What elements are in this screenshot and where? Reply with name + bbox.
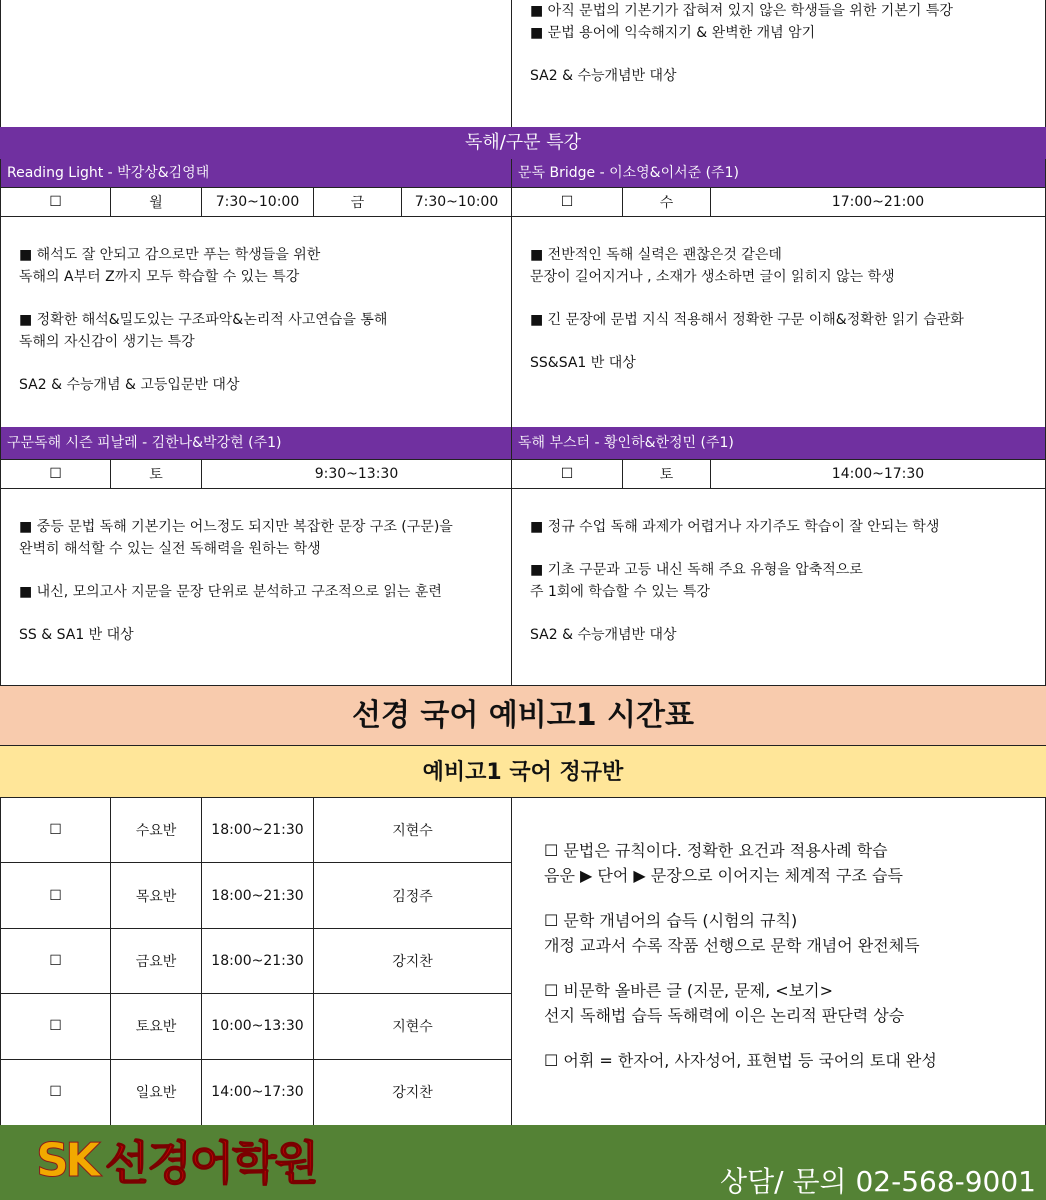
course-schedule-row [512, 459, 1045, 489]
desc-item: ☐ 문학 개념어의 습득 (시험의 규칙) 개정 교과서 수록 작품 선행으로 문학 개념어 완전체득 [544, 911, 920, 955]
course-header: 문독 Bridge - 이소영&이서준 (주1) [512, 159, 1045, 187]
desc-line: ■ 문법 용어에 익숙해지기 & 완벽한 개념 암기 [530, 25, 816, 41]
course-bridge [512, 159, 1046, 427]
time-label: 14:00~17:30 [202, 1060, 314, 1125]
desc-item: ☐ 비문학 올바른 글 (지문, 문제, <보기> 선지 독해법 습득 독해력에 이은 논리적 판단력 상승 [544, 981, 905, 1025]
desc-line: 독해의 자신감이 생기는 특강 [19, 334, 195, 350]
table-row [1, 1060, 511, 1125]
desc-item: ☐ 문법은 규칙이다. 정확한 요건과 적용사례 학습 음운 ▶ 단어 ▶ 문장으로 이어지는 체계적 구조 습득 [544, 841, 903, 885]
target-label: SS&SA1 반 대상 [530, 355, 636, 371]
course-header: Reading Light - 박강상&김영태 [1, 159, 511, 187]
top-left-empty-cell [0, 0, 512, 127]
korean-schedule-table [0, 798, 512, 1125]
table-row [1, 863, 511, 928]
course-header: 구문독해 시즌 피날레 - 김한나&박강현 (주1) [1, 427, 511, 459]
table-row [1, 994, 511, 1059]
desc-line: ■ 내신, 모의고사 지문을 문장 단위로 분석하고 구조적으로 읽는 훈련 [19, 584, 442, 600]
time-label: 10:00~13:30 [202, 994, 314, 1058]
enroll-checkbox[interactable]: ☐ [1, 188, 111, 216]
desc-line: 완벽히 해석할 수 있는 실전 독해력을 원하는 학생 [19, 541, 321, 557]
teacher-label: 강지찬 [392, 953, 433, 970]
teacher-label: 지현수 [392, 1019, 433, 1036]
course-description [1, 489, 511, 646]
section-title-reading: 독해/구문 특강 [0, 127, 1046, 159]
day-label: 수요반 [111, 798, 202, 862]
enroll-checkbox[interactable]: ☐ [512, 460, 623, 488]
teacher-label: 강지찬 [392, 1085, 433, 1102]
course-booster [512, 427, 1046, 685]
enroll-checkbox[interactable]: ☐ [1, 798, 111, 862]
time-label: 18:00~21:30 [202, 798, 314, 862]
teacher-label: 김정주 [392, 888, 433, 905]
desc-line: 독해의 A부터 Z까지 모두 학습할 수 있는 특강 [19, 269, 300, 285]
course-description [512, 489, 1045, 646]
enroll-checkbox[interactable]: ☐ [1, 994, 111, 1058]
korean-regular-class-title: 예비고1 국어 정규반 [0, 745, 1046, 798]
grammar-course-description [512, 0, 1046, 127]
korean-course-description [512, 798, 1046, 1125]
day-label: 금요반 [111, 929, 202, 993]
desc-line: ■ 아직 문법의 기본기가 잡혀져 있지 않은 학생들을 위한 기본기 특강 [530, 3, 953, 19]
enroll-checkbox[interactable]: ☐ [1, 460, 111, 488]
course-schedule-row [1, 187, 511, 217]
day-label: 월 [111, 188, 202, 216]
day-label: 토 [111, 460, 202, 488]
time-label: 17:00~21:00 [831, 194, 925, 210]
course-schedule-row [1, 459, 511, 489]
time-label: 18:00~21:30 [202, 863, 314, 927]
day-label: 일요반 [111, 1060, 202, 1125]
course-header: 독해 부스터 - 황인하&한정민 (주1) [512, 427, 1045, 459]
course-description [512, 217, 1045, 374]
time-label: 7:30~10:00 [414, 194, 499, 210]
enroll-checkbox[interactable]: ☐ [1, 863, 111, 927]
course-finale [0, 427, 512, 685]
time-label: 7:30~10:00 [202, 188, 314, 216]
day-label: 목요반 [111, 863, 202, 927]
day-label: 수 [623, 188, 711, 216]
desc-item: ☐ 어휘 = 한자어, 사자성어, 표현법 등 국어의 토대 완성 [544, 1051, 937, 1070]
desc-line: ■ 기초 구문과 고등 내신 독해 주요 유형을 압축적으로 [530, 562, 863, 578]
day-label: 토 [623, 460, 711, 488]
academy-name: 선경어학원 [104, 1136, 317, 1190]
academy-logo [36, 1130, 317, 1190]
target-label: SA2 & 수능개념반 대상 [530, 627, 677, 643]
desc-line: ■ 중등 문법 독해 기본기는 어느정도 되지만 복잡한 문장 구조 (구문)을 [19, 519, 453, 535]
enroll-checkbox[interactable]: ☐ [512, 188, 623, 216]
desc-line: ■ 정확한 해석&밀도있는 구조파악&논리적 사고연습을 통해 [19, 312, 388, 328]
desc-line: ■ 긴 문장에 문법 지식 적용해서 정확한 구문 이해&정확한 읽기 습관화 [530, 312, 964, 328]
day-label: 토요반 [111, 994, 202, 1058]
contact-phone[interactable]: 상담/ 문의 02-568-9001 [720, 1165, 1036, 1198]
teacher-label: 지현수 [392, 823, 433, 840]
enroll-checkbox[interactable]: ☐ [1, 1060, 111, 1125]
desc-line: 문장이 길어지거나 , 소재가 생소하면 글이 읽히지 않는 학생 [530, 269, 895, 285]
time-label: 9:30~13:30 [314, 466, 399, 482]
desc-line: ■ 정규 수업 독해 과제가 어렵거나 자기주도 학습이 잘 안되는 학생 [530, 519, 940, 535]
course-description [1, 217, 511, 396]
logo-mark: SK [36, 1133, 97, 1187]
time-label: 18:00~21:30 [202, 929, 314, 993]
target-label: SA2 & 수능개념 & 고등입문반 대상 [19, 377, 240, 393]
desc-line: ■ 해석도 잘 안되고 감으로만 푸는 학생들을 위한 [19, 247, 321, 263]
course-schedule-row [512, 187, 1045, 217]
enroll-checkbox[interactable]: ☐ [1, 929, 111, 993]
table-row [1, 798, 511, 863]
korean-timetable-title: 선경 국어 예비고1 시간표 [0, 685, 1046, 745]
time-label: 14:00~17:30 [831, 466, 925, 482]
desc-line: ■ 전반적인 독해 실력은 괜찮은것 같은데 [530, 247, 782, 263]
target-label: SS & SA1 반 대상 [19, 627, 134, 643]
target-label: SA2 & 수능개념반 대상 [530, 68, 677, 84]
table-row [1, 929, 511, 994]
day-label: 금 [314, 188, 402, 216]
desc-line: 주 1회에 학습할 수 있는 특강 [530, 584, 710, 600]
course-reading-light [0, 159, 512, 427]
